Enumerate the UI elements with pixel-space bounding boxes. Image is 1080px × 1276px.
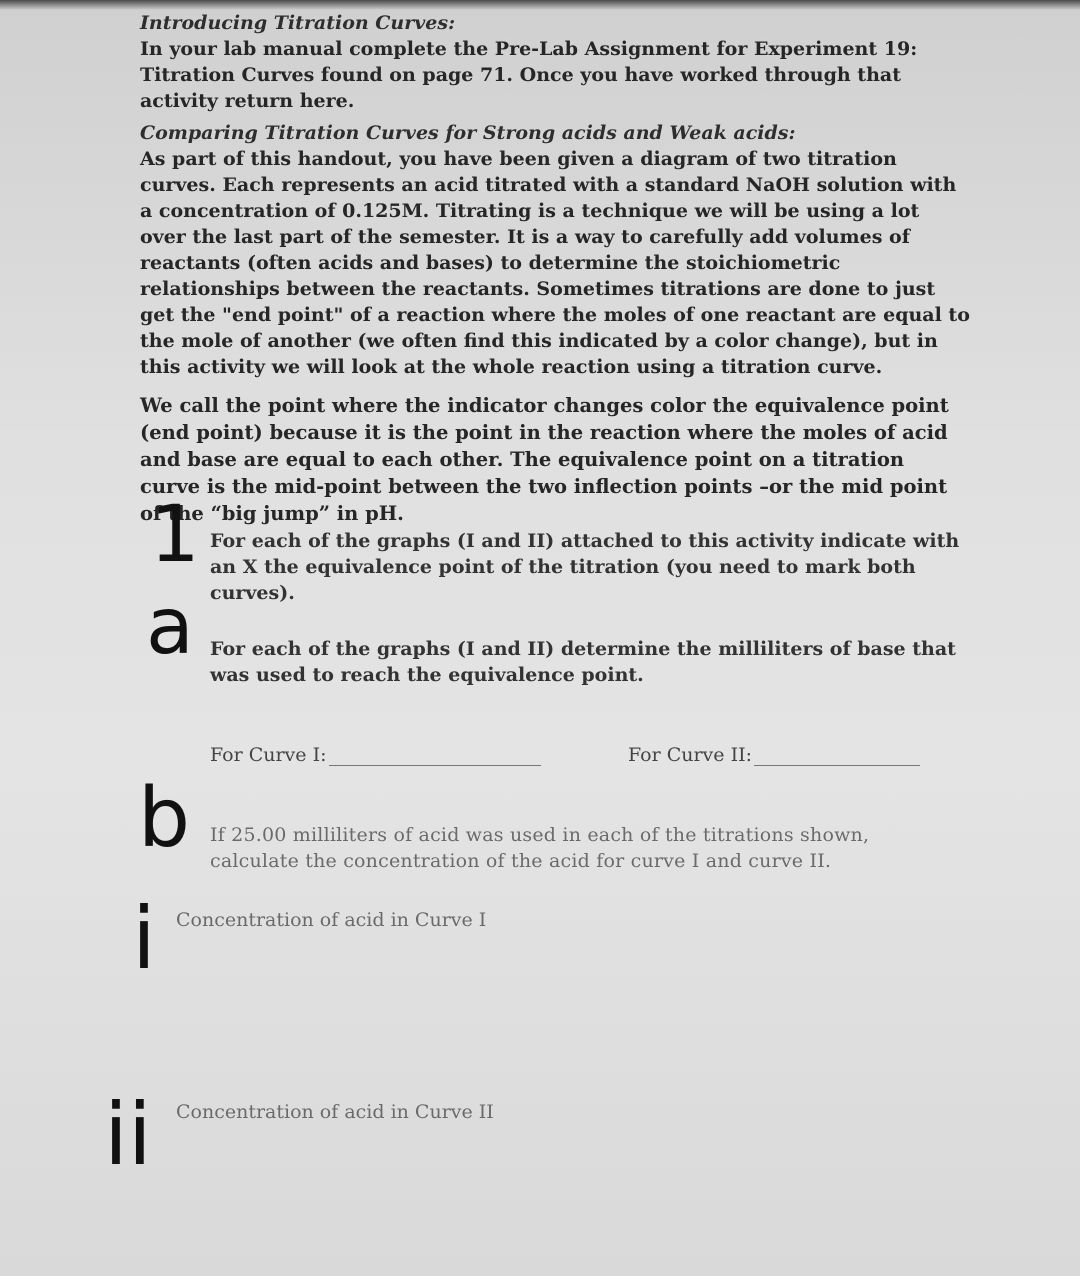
curve-1-label: For Curve I:	[210, 744, 327, 766]
curve-2-blank[interactable]	[754, 747, 920, 766]
comparing-heading: Comparing Titration Curves for Strong acids and Weak acids:	[140, 122, 796, 144]
intro-text: In your lab manual complete the Pre-Lab Assignment for Experiment 19: Titration Curves found on page 71. Once you have worked through that activity return here.	[140, 38, 918, 112]
comparing-text: As part of this handout, you have been given a diagram of two titration curves. Each represents an acid titrated with a standard NaOH solution with a concentration of 0.125M. Titrating is a technique we will be using a lot over the last part of the semester. It is a way to carefully add volumes of reactants (often acids and bases) to determine the stoichiometric relationships between the reactants. Sometimes titrations are done to just get the "end point" of a reaction where the moles of one reactant are equal to the mole of another (we often find this indicated by a color change), but in this activity we will look at the whole reaction using a titration curve.	[140, 148, 970, 378]
question-i-marker: i	[132, 889, 156, 989]
intro-section	[140, 10, 970, 114]
curve-2-work-area[interactable]	[176, 1132, 956, 1262]
intro-heading: Introducing Titration Curves:	[140, 12, 456, 34]
question-a-marker: a	[146, 582, 194, 672]
top-shadow	[0, 0, 1080, 10]
curve-1-answer-field[interactable]	[210, 744, 541, 766]
curve-2-answer-field[interactable]	[628, 744, 920, 766]
comparing-section	[140, 120, 970, 380]
question-b-text: If 25.00 milliliters of acid was used in each of the titrations shown, calculate the concentration of the acid for curve I and curve II.	[210, 824, 870, 872]
question-a-text: For each of the graphs (I and II) determine the milliliters of base that was used to reach the equivalence point.	[210, 638, 956, 686]
question-i-text: Concentration of acid in Curve I	[176, 909, 487, 931]
equivalence-text: We call the point where the indicator changes color the equivalence point (end point) because it is the point in the reaction where the moles of acid and base are equal to each other. The equivalence point on a titration curve is the mid-point between the two inflection points –or the mid point of the “big jump” in pH.	[140, 394, 949, 525]
question-ii-text: Concentration of acid in Curve II	[176, 1101, 494, 1123]
curve-1-blank[interactable]	[329, 747, 541, 766]
question-1-marker: 1	[150, 490, 200, 580]
question-1-text: For each of the graphs (I and II) attached to this activity indicate with an X the equivalence point of the titration (you need to mark both curves).	[210, 530, 960, 604]
question-ii-marker: ii	[104, 1085, 152, 1185]
curve-1-work-area[interactable]	[176, 940, 956, 1070]
curve-2-label: For Curve II:	[628, 744, 752, 766]
question-b-marker: b	[138, 771, 191, 866]
equivalence-section	[140, 392, 970, 527]
